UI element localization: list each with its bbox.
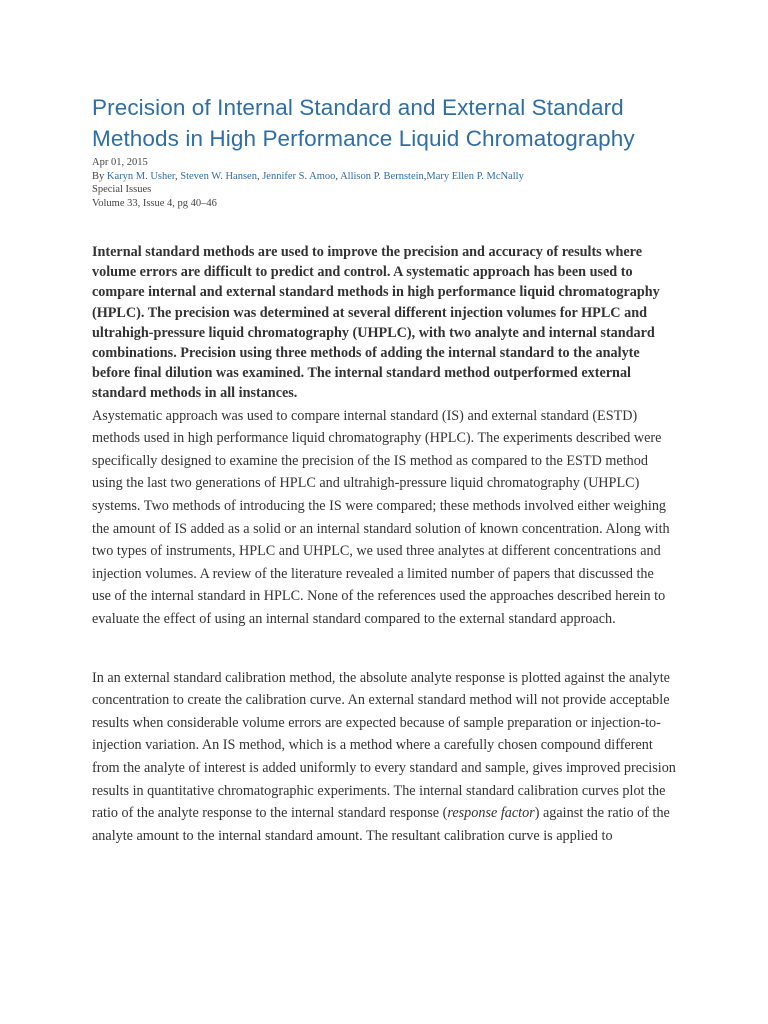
publish-date: Apr 01, 2015 xyxy=(92,157,148,168)
paragraph-text: ) against the ratio of the analyte amount to the internal standard amount. The resultant calibration curve is applied to xyxy=(92,805,670,844)
article-category: Special Issues xyxy=(92,184,152,195)
author-separator: , xyxy=(256,170,263,182)
article-title: Precision of Internal Standard and External Standard Methods in High Performance Liquid Chromatography xyxy=(92,95,635,151)
paragraph-text: In an external standard calibration method, the absolute analyte response is plotted against the analyte concentration to create the calibration curve. An external standard method will not provide acceptable results when considerable volume errors are expected because of sample preparation or injection-to-injection variation. An IS method, which is a method where a carefully chosen compound different from the analyte of interest is added uniformly to every standard and sample, gives improved precision results in quantitative chromatographic experiments. The internal standard calibration curves plot the ratio of the analyte response to the internal standard response ( xyxy=(92,669,676,822)
author-link[interactable]: Allison P. Bernstein xyxy=(340,170,424,182)
author-link[interactable]: Karyn M. Usher xyxy=(106,170,175,182)
byline-prefix: By xyxy=(92,170,107,182)
abstract: Internal standard methods are used to improve the precision and accuracy of results where volume errors are difficult to predict and control. A systematic approach has been used to compare internal and external standard methods in high performance liquid chromatography (HPLC). The precision was determined at several different injection volumes for HPLC and ultrahigh-pressure liquid chromatography (UHPLC), with two analyte and internal standard combinations. Precision using three methods of adding the internal standard to the analyte before final dilution was examined. The internal standard method outperformed external standard methods in all instances. xyxy=(92,244,660,402)
article-meta xyxy=(92,156,676,210)
author-link[interactable]: Jennifer S. Amoo xyxy=(262,170,336,182)
emphasis-term: response factor xyxy=(447,805,535,822)
volume-info: Volume 33, Issue 4, pg 40–46 xyxy=(92,197,217,209)
author-separator: , xyxy=(423,170,427,182)
body-paragraph xyxy=(92,667,676,848)
author-separator: , xyxy=(335,170,341,182)
author-link[interactable]: Steven W. Hansen xyxy=(180,170,257,182)
byline xyxy=(92,170,676,184)
author-link[interactable]: Mary Ellen P. McNally xyxy=(426,170,524,182)
author-separator: , xyxy=(175,170,181,182)
body-paragraph: Asystematic approach was used to compare internal standard (IS) and external standard (ESTD) methods used in high performance liquid chromatography (HPLC). The experiments described were specifically designed to examine the precision of the IS method as compared to the ESTD method using the last two generations of HPLC and ultrahigh-pressure liquid chromatography (UHPLC) systems. Two methods of introducing the IS were compared; these methods involved either weighing the amount of IS added as a solid or an internal standard solution of known concentration. Along with two types of instruments, HPLC and UHPLC, we used three analytes at different concentrations and injection volumes. A review of the literature revealed a limited number of papers that discussed the use of the internal standard in HPLC. None of the references used the approaches described herein to evaluate the effect of using an internal standard compared to the external standard approach. xyxy=(92,407,670,627)
